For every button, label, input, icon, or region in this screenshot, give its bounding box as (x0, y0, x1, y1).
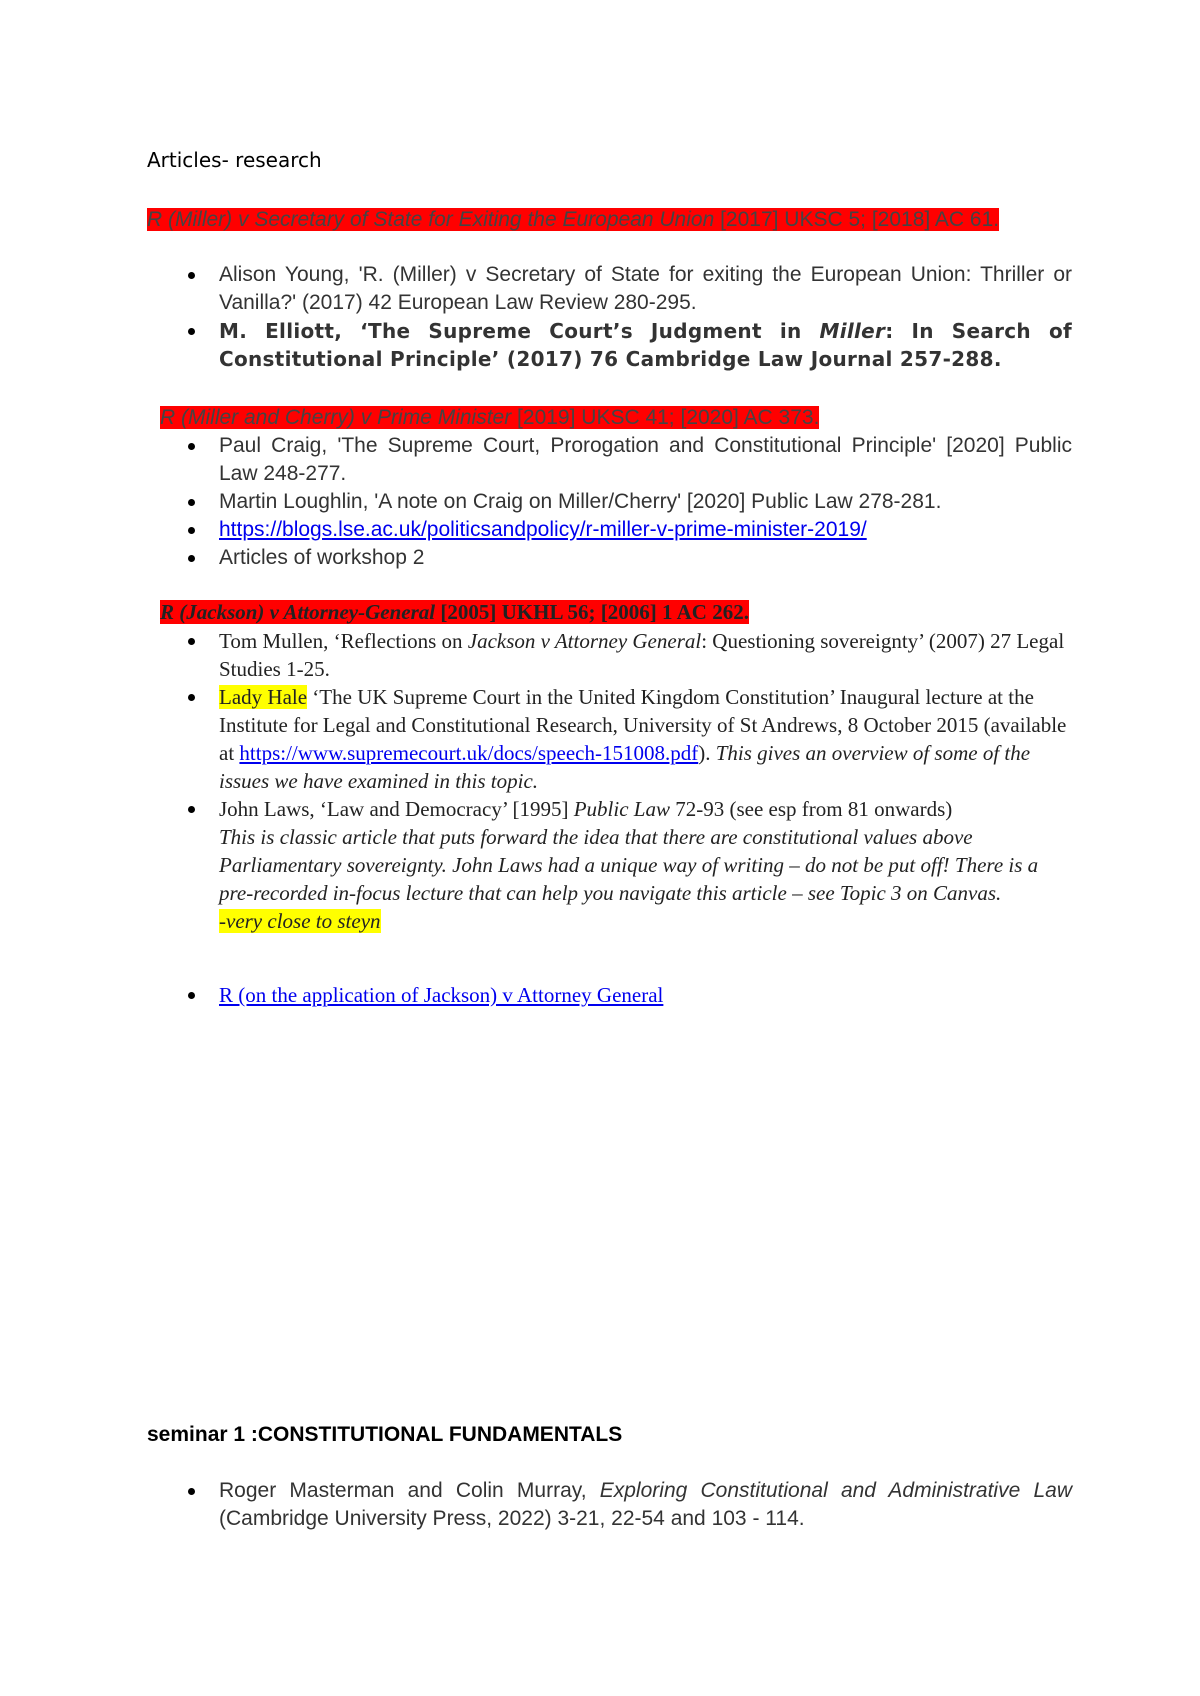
reference-item: Articles of workshop 2 (147, 544, 1072, 572)
seminar-heading: seminar 1 :CONSTITUTIONAL FUNDAMENTALS (147, 1423, 623, 1446)
reference-item: Roger Masterman and Colin Murray, Exploring Constitutional and Administrative Law (Cambridge University Press, 2022) 3-21, 22-54 and 103 - 114. (147, 1477, 1072, 1533)
jackson-case-link[interactable]: R (on the application of Jackson) v Attorney General (219, 983, 664, 1007)
supreme-court-speech-link[interactable]: https://www.supremecourt.uk/docs/speech-151008.pdf (239, 741, 699, 765)
case-miller-heading (147, 206, 1072, 234)
case-miller-cherry-heading (160, 404, 819, 432)
reference-item: John Laws, ‘Law and Democracy’ [1995] Public Law 72-93 (see esp from 81 onwards) This is classic article that puts forward the idea that there are constitutional values above Parliamentary sovereignty. John Laws had a unique way of writing – do not be put off! There is a pre-recorded in-focus lecture that can help you navigate this article – see Topic 3 on Canvas. -very close to steyn (147, 795, 1072, 935)
reference-item: Tom Mullen, ‘Reflections on Jackson v Attorney General: Questioning sovereignty’ (2007) 27 Legal Studies 1-25. (147, 627, 1072, 683)
case-highlight: R (Miller and Cherry) v Prime Minister [2019] UKSC 41; [2020] AC 373. (160, 406, 820, 429)
reference-item: M. Elliott, ‘The Supreme Court’s Judgment in Miller: In Search of Constitutional Principle’ (2017) 76 Cambridge Law Journal 257-288. (147, 317, 1072, 373)
case-jackson-references (147, 627, 1072, 1009)
reference-item (147, 981, 1072, 1009)
lse-blog-link[interactable]: https://blogs.lse.ac.uk/politicsandpolicy/r-miller-v-prime-minister-2019/ (219, 518, 867, 541)
reference-item: Paul Craig, 'The Supreme Court, Prorogation and Constitutional Principle' [2020] Public Law 248-277. (147, 432, 1072, 488)
note-highlight: Lady Hale (219, 685, 308, 709)
reference-item: Lady Hale ‘The UK Supreme Court in the United Kingdom Constitution’ Inaugural lecture at the Institute for Legal and Constitutional Research, University of St Andrews, 8 October 2015 (available at https://www.supremecourt.uk/docs/speech-151008.pdf). This gives an overview of some of the issues we have examined in this topic. (147, 683, 1072, 795)
page-heading: Articles- research (147, 148, 322, 172)
case-highlight: R (Jackson) v Attorney-General [2005] UKHL 56; [2006] 1 AC 262. (160, 600, 749, 624)
reference-item (147, 516, 1072, 544)
reference-item: Martin Loughlin, 'A note on Craig on Miller/Cherry' [2020] Public Law 278-281. (147, 488, 1072, 516)
case-jackson-heading (160, 598, 749, 626)
case-miller-references (147, 261, 1072, 373)
reference-item: Alison Young, 'R. (Miller) v Secretary of State for exiting the European Union: Thriller or Vanilla?' (2017) 42 European Law Review 280-295. (147, 261, 1072, 317)
note-highlight: -very close to steyn (219, 909, 381, 933)
case-highlight: R (Miller) v Secretary of State for Exiting the European Union [2017] UKSC 5; [2018] AC 61. (147, 208, 1000, 231)
case-miller-cherry-references (147, 432, 1072, 572)
seminar-references (147, 1477, 1072, 1533)
